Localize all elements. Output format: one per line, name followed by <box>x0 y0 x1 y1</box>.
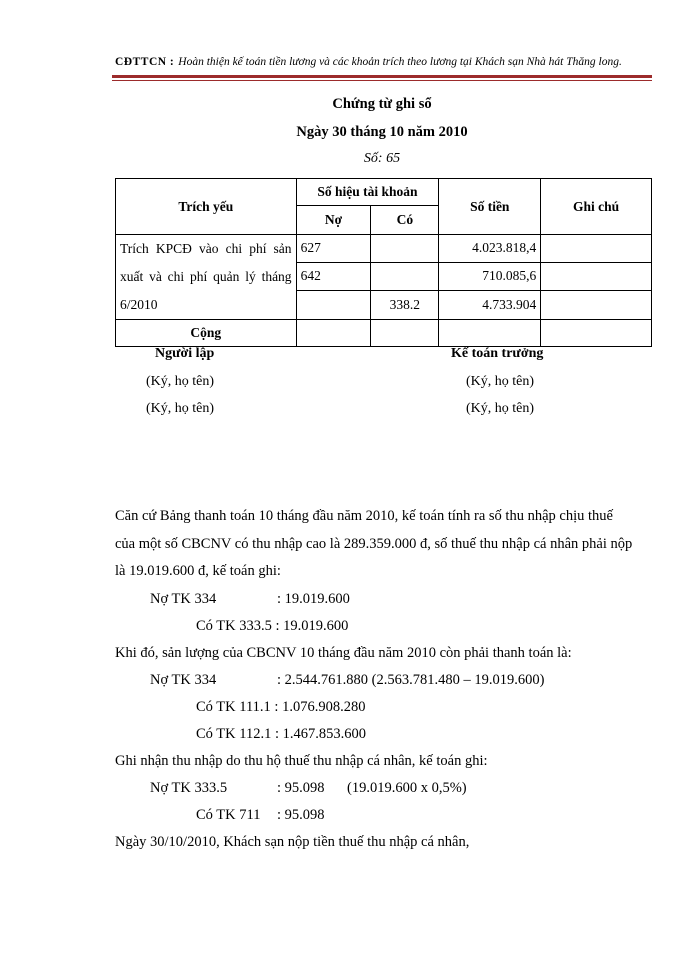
paragraph-4: Ngày 30/10/2010, Khách sạn nộp tiền thuế thu nhập cá nhân, <box>115 834 470 850</box>
row-note <box>541 262 652 291</box>
signature-left-line2: (Ký, họ tên) <box>146 401 215 416</box>
document-header <box>115 56 622 68</box>
table-total-row <box>116 320 652 347</box>
signature-left-title: Người lập <box>155 346 215 361</box>
col-amount: Số tiền <box>439 179 541 235</box>
entry-1-debit-value: : 19.019.600 <box>277 591 350 607</box>
entry-3-credit-label: Có TK 711 <box>196 807 261 823</box>
paragraph-1-line-3: là 19.019.600 đ, kế toán ghi: <box>115 563 281 579</box>
entry-3-credit-value: : 95.098 <box>277 807 325 823</box>
entry-2-credit-2: Có TK 112.1 : 1.467.853.600 <box>196 726 366 742</box>
signature-right-line1: (Ký, họ tên) <box>466 374 535 389</box>
row-debit <box>296 291 371 320</box>
entry-2-debit-label: Nợ TK 334 <box>150 672 217 688</box>
header-code: CĐTTCN : <box>115 56 175 68</box>
entry-3-debit-label: Nợ TK 333.5 <box>150 780 228 796</box>
entry-2-debit-value: : 2.544.761.880 (2.563.781.480 – 19.019.600) <box>277 672 545 688</box>
row-description: Trích KPCĐ vào chi phí sản xuất và chi phí quản lý tháng 6/2010 <box>116 235 297 320</box>
row-amount: 4.023.818,4 <box>439 235 541 263</box>
signature-right-line2: (Ký, họ tên) <box>466 401 535 416</box>
entry-1-debit-label: Nợ TK 334 <box>150 591 217 607</box>
col-debit: Nợ <box>296 206 371 235</box>
table-row <box>116 235 652 263</box>
row-amount: 4.733.904 <box>439 291 541 320</box>
signature-left-line1: (Ký, họ tên) <box>146 374 215 389</box>
total-amount <box>439 320 541 347</box>
total-label: Cộng <box>116 320 297 347</box>
voucher-date: Ngày 30 tháng 10 năm 2010 <box>296 124 468 140</box>
row-note <box>541 291 652 320</box>
total-credit <box>371 320 439 347</box>
voucher-title: Chứng từ ghi sổ <box>332 96 432 112</box>
row-debit: 627 <box>296 235 371 263</box>
entry-3-debit-value: : 95.098 <box>277 780 325 796</box>
row-credit <box>371 262 439 291</box>
header-text: Hoàn thiện kế toán tiền lương và các khoản trích theo lương tại Khách sạn Nhà hát Thăng long. <box>178 56 622 68</box>
table-header-row <box>116 179 652 206</box>
total-note <box>541 320 652 347</box>
col-credit: Có <box>371 206 439 235</box>
col-note: Ghi chú <box>541 179 652 235</box>
voucher-table <box>115 178 652 347</box>
paragraph-3: Ghi nhận thu nhập do thu hộ thuế thu nhập cá nhân, kế toán ghi: <box>115 753 488 769</box>
voucher-number: Số: 65 <box>363 151 401 166</box>
paragraph-1-line-2: của một số CBCNV có thu nhập cao là 289.359.000 đ, số thuế thu nhập cá nhân phải nộp <box>115 536 633 552</box>
paragraph-1-line-1: Căn cứ Bảng thanh toán 10 tháng đầu năm 2010, kế toán tính ra số thu nhập chịu thuế <box>115 508 613 524</box>
col-account-group: Số hiệu tài khoản <box>296 179 439 206</box>
header-rule <box>112 75 652 78</box>
paragraph-2: Khi đó, sản lượng của CBCNV 10 tháng đầu năm 2010 còn phải thanh toán là: <box>115 645 572 661</box>
entry-1-credit: Có TK 333.5 : 19.019.600 <box>196 618 349 634</box>
row-debit: 642 <box>296 262 371 291</box>
total-debit <box>296 320 371 347</box>
col-summary: Trích yếu <box>116 179 297 235</box>
row-note <box>541 235 652 263</box>
header-rule-thin <box>112 80 652 81</box>
row-credit <box>371 235 439 263</box>
entry-3-debit-note: (19.019.600 x 0,5%) <box>347 780 467 796</box>
entry-2-credit-1: Có TK 111.1 : 1.076.908.280 <box>196 699 366 715</box>
signature-right-title: Kế toán trưởng <box>451 346 544 361</box>
row-amount: 710.085,6 <box>439 262 541 291</box>
row-credit: 338.2 <box>371 291 439 320</box>
